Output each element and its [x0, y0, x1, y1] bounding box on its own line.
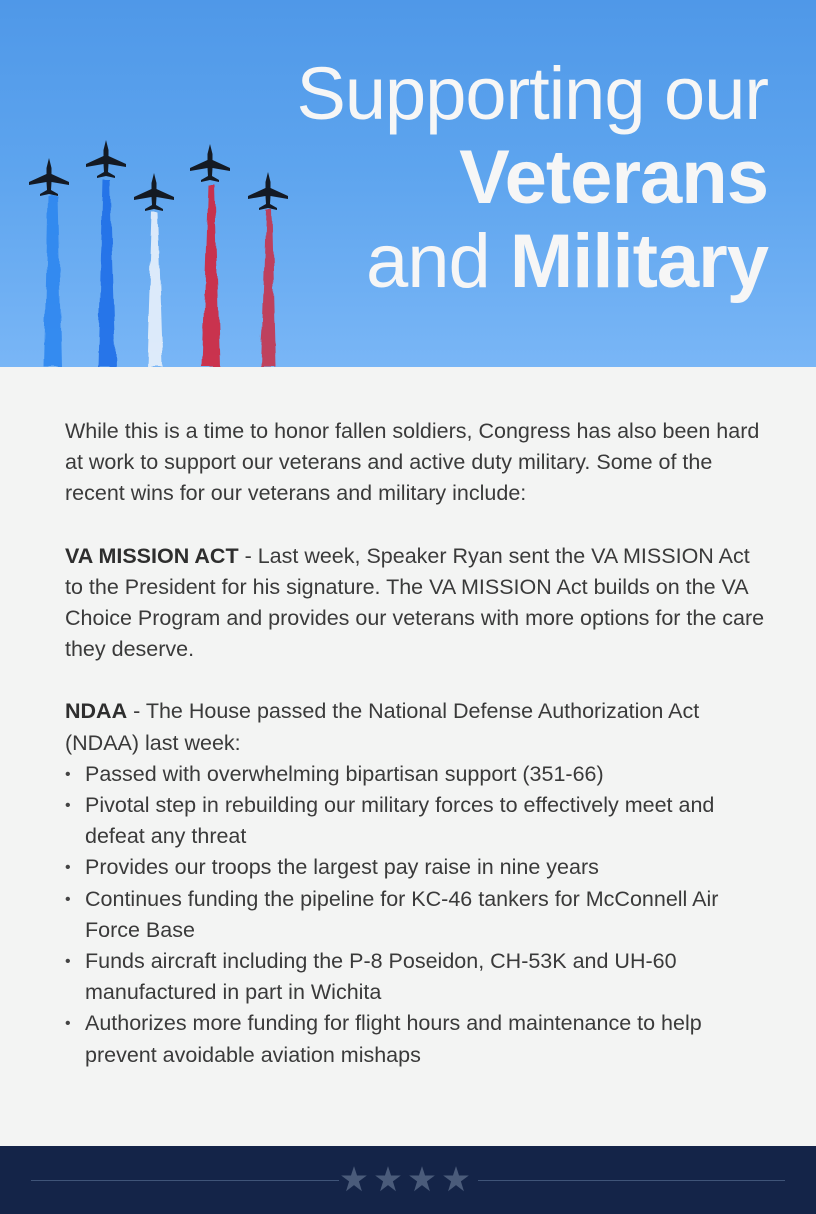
jet-icon-2	[86, 140, 126, 178]
list-item: • Funds aircraft including the P-8 Poseidon, CH-53K and UH-60 manufactured in part in Wichita	[65, 946, 765, 1008]
jet-icon-1	[29, 158, 69, 196]
va-mission-text: - Last week, Speaker Ryan sent the VA MISSION Act to the President for his signature. The VA MISSION Act builds on the VA Choice Program and provides our veterans with more options for the care they deserve.	[65, 543, 765, 662]
jet-icon-5	[248, 172, 288, 210]
smoke-trail-3	[147, 213, 163, 367]
article-body	[65, 416, 765, 1071]
list-item: • Authorizes more funding for flight hours and maintenance to help prevent avoidable aviation mishaps	[65, 1008, 765, 1070]
title-line-3	[297, 220, 768, 304]
list-item: • Provides our troops the largest pay raise in nine years	[65, 852, 765, 883]
star-icon	[442, 1165, 470, 1193]
smoke-trail-5	[261, 210, 276, 367]
hero-title	[297, 52, 768, 304]
ndaa-heading: NDAA	[65, 699, 128, 724]
footer-divider-left	[31, 1180, 339, 1181]
list-item: • Pivotal step in rebuilding our military forces to effectively meet and defeat any threat	[65, 790, 765, 852]
smoke-trail-4	[202, 185, 220, 367]
smoke-trail-2	[98, 180, 116, 367]
intro-paragraph: While this is a time to honor fallen soldiers, Congress has also been hard at work to support our veterans and active duty military. Some of the recent wins for our veterans and military include:	[65, 419, 760, 506]
footer-divider-right	[478, 1180, 785, 1181]
title-and: and	[365, 219, 490, 304]
ndaa-text: - The House passed the National Defense Authorization Act (NDAA) last week:	[65, 699, 700, 755]
footer-bar	[0, 1146, 816, 1214]
title-line-1: Supporting our	[296, 52, 768, 135]
star-icon	[340, 1165, 368, 1193]
ndaa-bullet-list	[65, 759, 765, 1071]
star-icon	[408, 1165, 436, 1193]
star-icon	[374, 1165, 402, 1193]
jet-icon-4	[190, 144, 230, 182]
list-item: • Passed with overwhelming bipartisan support (351-66)	[65, 759, 765, 790]
hero-banner	[0, 0, 816, 367]
va-mission-heading: VA MISSION ACT	[65, 543, 239, 568]
list-item: • Continues funding the pipeline for KC-46 tankers for McConnell Air Force Base	[65, 884, 765, 946]
title-military: Military	[509, 219, 768, 304]
va-mission-paragraph	[65, 541, 765, 666]
jet-icon-3	[134, 173, 174, 211]
title-line-2: Veterans	[459, 135, 768, 220]
ndaa-paragraph	[65, 696, 765, 758]
smoke-trail-1	[44, 196, 62, 367]
footer-stars	[340, 1165, 470, 1193]
